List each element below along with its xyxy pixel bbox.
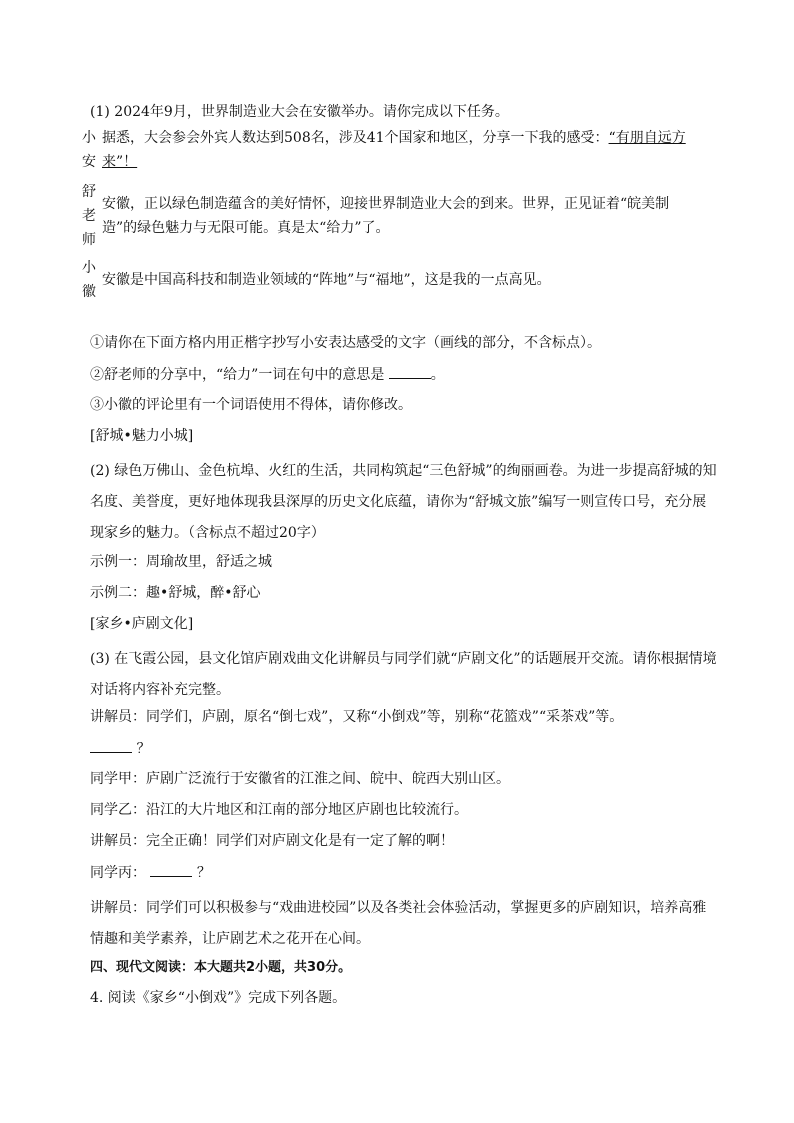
q2-example-1: 示例一：周瑜故里，舒适之城 bbox=[90, 554, 272, 570]
answer-blank[interactable] bbox=[90, 738, 132, 753]
speaker-xiaoan: 小 安 bbox=[82, 130, 96, 170]
q2-example-2: 示例二：趣•舒城，醉•舒心 bbox=[90, 585, 261, 601]
task-2: ②舒老师的分享中，“给力”一词在句中的意思是 。 bbox=[90, 364, 445, 385]
section-shucheng: [舒城•魅力小城] bbox=[90, 428, 194, 444]
speaker-xiaohui: 小 徽 bbox=[82, 260, 96, 300]
task-3: ③小徽的评论里有一个词语使用不得体，请你修改。 bbox=[90, 397, 412, 413]
dialog-table bbox=[76, 126, 702, 304]
q3-line-5: 同学丙： ？ bbox=[90, 862, 211, 883]
q3-line-1: 讲解员：同学们，庐剧，原名“倒七戏”，又称“小倒戏”等，别称“花篮戏”“采茶戏”等。 bbox=[90, 709, 624, 725]
q4-text: 4. 阅读《家乡“小倒戏”》完成下列各题。 bbox=[90, 990, 347, 1006]
xiaoan-speech: 据悉，大会参会外宾人数达到508名，涉及41个国家和地区，分享一下我的感受：“有朋自远方来”！ bbox=[102, 130, 686, 170]
answer-blank[interactable] bbox=[150, 862, 192, 877]
answer-blank[interactable] bbox=[389, 364, 431, 379]
section-opera: [家乡•庐剧文化] bbox=[90, 616, 194, 632]
section-4-heading: 四、现代文阅读：本大题共2小题，共30分。 bbox=[90, 960, 352, 975]
underlined-phrase: “有朋自远方来”！ bbox=[102, 130, 686, 170]
q3-line-3: 同学乙：沿江的大片地区和江南的部分地区庐剧也比较流行。 bbox=[90, 802, 468, 818]
q2-text: (2) 绿色万佛山、金色杭埠、火红的生活，共同构筑起“三色舒城”的绚丽画卷。为进一步提高舒城的知名度、美誉度，更好地体现我县深厚的历史文化底蕴，请你为“舒城文旅”编写一则宣传口号，充分展现家乡的魅力。（含标点不超过20字） bbox=[90, 463, 717, 541]
q3-text: (3) 在飞霞公园，县文化馆庐剧戏曲文化讲解员与同学们就“庐剧文化”的话题展开交流。请你根据情境对话将内容补充完整。 bbox=[90, 651, 717, 698]
q1-intro: (1) 2024年9月，世界制造业大会在安徽举办。请你完成以下任务。 bbox=[90, 104, 509, 120]
q3-blank-line: ？ bbox=[90, 738, 150, 759]
task-1: ①请你在下面方格内用正楷字抄写小安表达感受的文字（画线的部分，不含标点）。 bbox=[90, 335, 601, 351]
speaker-shu-teacher: 舒 老 师 bbox=[82, 184, 96, 248]
xiaohui-speech: 安徽是中国高科技和制造业领域的“阵地”与“福地”，这是我的一点高见。 bbox=[102, 272, 551, 288]
teacher-speech: 安徽，正以绿色制造蕴含的美好情怀，迎接世界制造业大会的到来。世界，正见证着“皖美制造”的绿色魅力与无限可能。真是太“给力”了。 bbox=[102, 196, 670, 236]
q3-line-6: 讲解员：同学们可以积极参与“戏曲进校园”以及各类社会体验活动，掌握更多的庐剧知识，培养高雅情趣和美学素养，让庐剧艺术之花开在心间。 bbox=[90, 900, 707, 947]
q3-line-4: 讲解员：完全正确！同学们对庐剧文化是有一定了解的啊！ bbox=[90, 833, 454, 849]
q3-line-2: 同学甲：庐剧广泛流行于安徽省的江淮之间、皖中、皖西大别山区。 bbox=[90, 771, 510, 787]
